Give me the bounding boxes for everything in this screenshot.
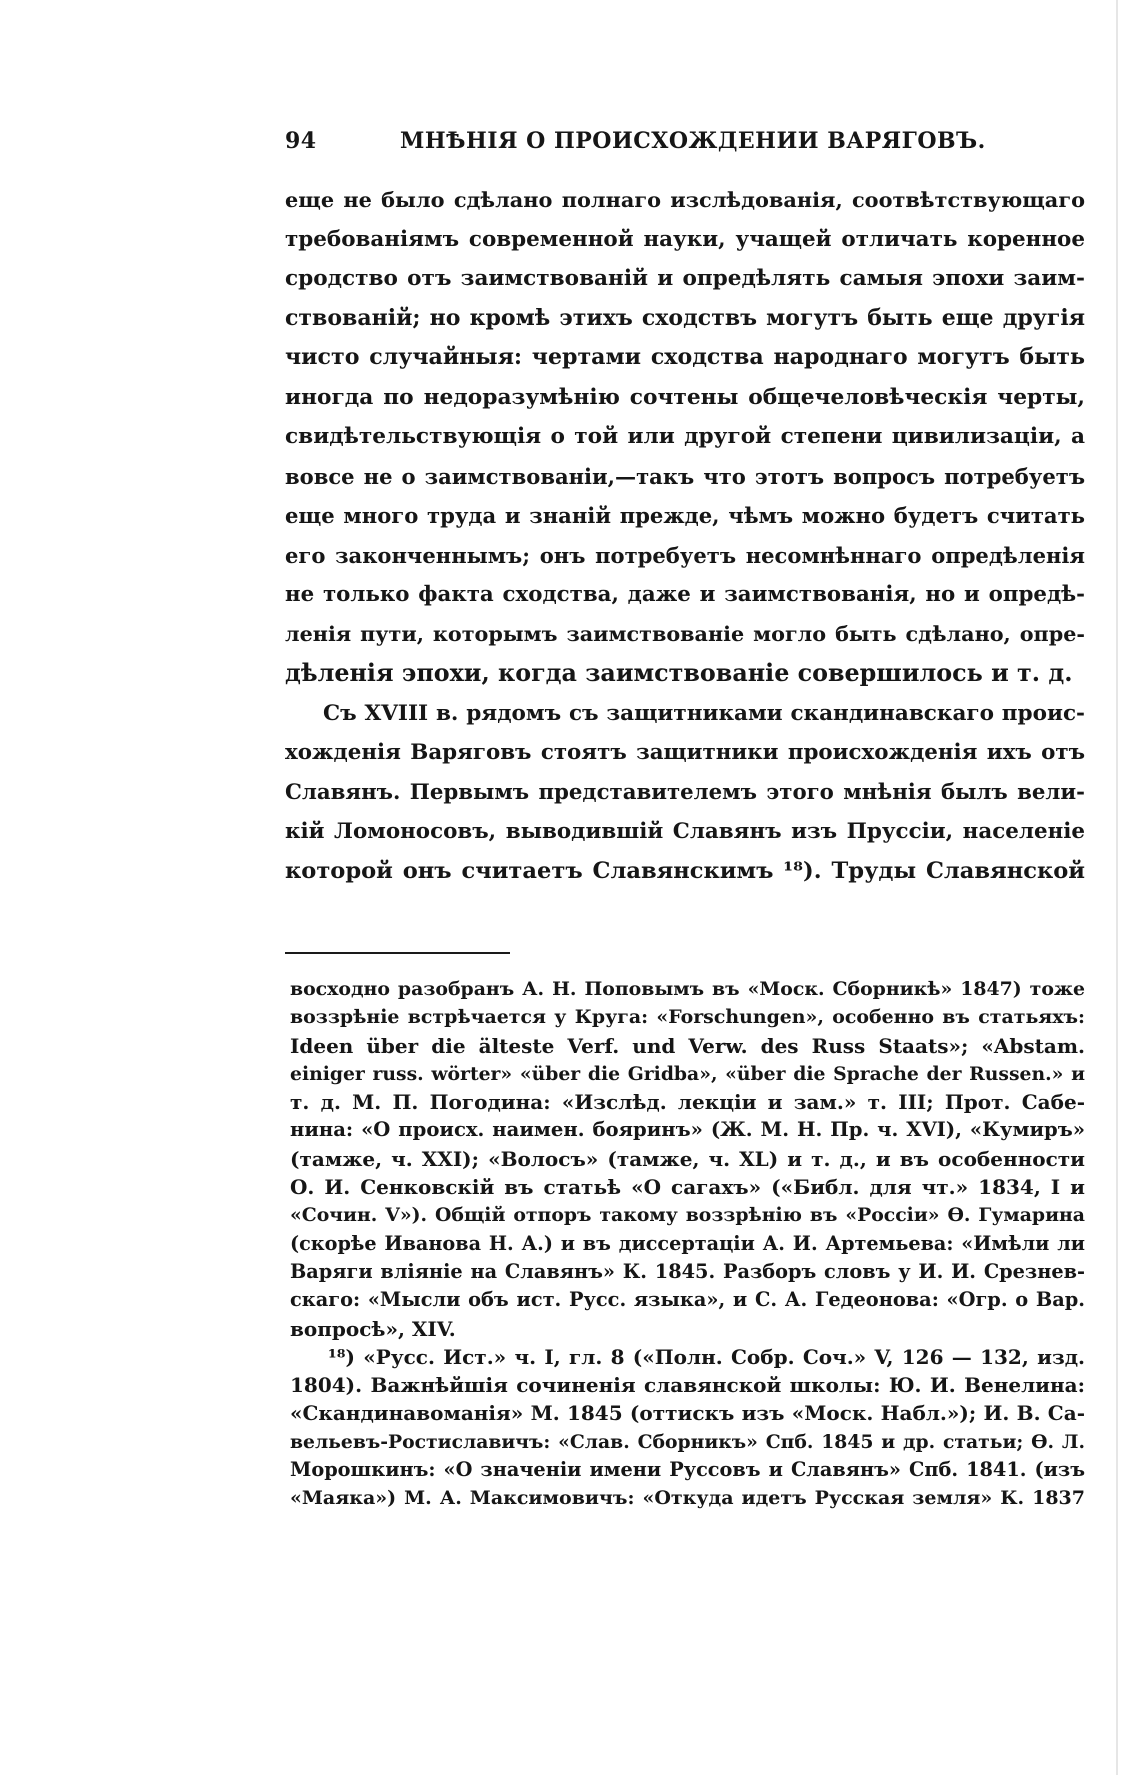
text-line: ствованій; но кромѣ этихъ сходствъ могутъ быть еще другія xyxy=(285,304,1085,331)
text-line: требованіямъ современной науки, учащей отличать коренное xyxy=(285,226,1085,252)
text-line: не только факта сходства, даже и заимствованія, но и опредѣ- xyxy=(285,582,1085,607)
footnote-line: «Сочин. V»). Общій отпоръ такому воззрѣнію въ «Россіи» Ѳ. Гумарина xyxy=(290,1204,1085,1227)
footnote-line: Ideen über die älteste Verf. und Verw. des Russ Staats»; «Abstam. xyxy=(290,1033,1085,1058)
running-head: МНѢНІЯ О ПРОИСХОЖДЕНИИ ВАРЯГОВЪ. xyxy=(400,128,986,154)
text-line: кій Ломоносовъ, выводившій Славянъ изъ Пруссіи, населеніе xyxy=(285,819,1085,844)
footnote-line: вопросѣ», XIV. xyxy=(290,1316,456,1341)
footnote-line: Варяги вліяніе на Славянъ» К. 1845. Разборъ словъ у И. И. Срезнев- xyxy=(290,1259,1085,1283)
text-line: дѣленія эпохи, когда заимствованіе совершилось и т. д. xyxy=(285,659,1073,687)
scan-edge-line xyxy=(1116,0,1118,1775)
text-line: еще много труда и знаній прежде, чѣмъ можно будетъ считать xyxy=(285,503,1085,528)
text-line: его законченнымъ; онъ потребуетъ несомнѣннаго опредѣленія xyxy=(285,542,1085,568)
footnote-line: «Скандинавоманія» М. 1845 (оттискъ изъ «Моск. Набл.»); И. В. Са- xyxy=(290,1401,1085,1426)
text-line: ленія пути, которымъ заимствованіе могло быть сдѣлано, опре- xyxy=(285,621,1085,646)
footnotes xyxy=(290,975,1085,1513)
text-line: чисто случайныя: чертами сходства народнаго могутъ быть xyxy=(285,344,1085,370)
text-line: вовсе не о заимствованіи,—такъ что этотъ вопросъ потребуетъ xyxy=(285,463,1085,489)
footnote-line: восходно разобранъ А. Н. Поповымъ въ «Моск. Сборникѣ» 1847) тоже xyxy=(290,978,1085,1000)
footnote-line: скаго: «Мысли объ ист. Русс. языка», и С. А. Гедеонова: «Огр. о Вар. xyxy=(290,1288,1085,1312)
footnote-separator xyxy=(285,952,510,954)
text-line: Славянъ. Первымъ представителемъ этого мнѣнія былъ вели- xyxy=(285,779,1085,805)
footnote-line: (тамже, ч. XXI); «Волосъ» (тамже, ч. XL) и т. д., и въ особенности xyxy=(290,1146,1085,1171)
text-line: свидѣтельствующія о той или другой степени цивилизаціи, а xyxy=(285,424,1085,449)
footnote-line: воззрѣніе встрѣчается у Круга: «Forschungen», особенно въ статьяхъ: xyxy=(290,1006,1085,1029)
footnote-line: ¹⁸) «Русс. Ист.» ч. I, гл. 8 («Полн. Собр. Соч.» V, 126 — 132, изд. xyxy=(328,1344,1085,1369)
text-line: которой онъ считаетъ Славянскимъ ¹⁸). Труды Славянской xyxy=(285,857,1085,884)
main-text xyxy=(285,180,1085,891)
footnote-line: 1804). Важнѣйшія сочиненія славянской школы: Ю. И. Венелина: xyxy=(290,1373,1085,1398)
footnote-line: вельевъ-Ростиславичъ: «Слав. Сборникъ» Спб. 1845 и др. статьи; Ѳ. Л. xyxy=(290,1430,1085,1453)
text-line: Съ XVIII в. рядомъ съ защитниками скандинавскаго проис- xyxy=(323,700,1085,726)
footnote-line: «Маяка») М. А. Максимовичъ: «Откуда идетъ Русская земля» К. 1837 xyxy=(290,1487,1085,1510)
footnote-line: нина: «О происх. наимен. бояринъ» (Ж. М. Н. Пр. ч. XVI), «Кумиръ» xyxy=(290,1118,1085,1142)
text-line: хожденія Варяговъ стоятъ защитники происхожденія ихъ отъ xyxy=(285,740,1085,765)
footnote-line: (скорѣе Иванова Н. А.) и въ диссертаціи А. И. Артемьева: «Имѣли ли xyxy=(290,1231,1085,1255)
footnote-line: О. И. Сенковскій въ статьѣ «О сагахъ» («Библ. для чт.» 1834, I и xyxy=(290,1175,1085,1200)
text-line: иногда по недоразумѣнію сочтены общечеловѣческія черты, xyxy=(285,384,1085,410)
page-number: 94 xyxy=(285,128,317,154)
footnote-line: т. д. М. П. Погодина: «Изслѣд. лекціи и зам.» т. III; Прот. Сабе- xyxy=(290,1090,1085,1115)
text-line: сродство отъ заимствованій и опредѣлять самыя эпохи заим- xyxy=(285,266,1085,291)
footnote-line: einiger russ. wörter» «über die Gridba», «über die Sprache der Russen.» и xyxy=(290,1062,1085,1085)
footnote-line: Морошкинъ: «О значеніи имени Руссовъ и Славянъ» Спб. 1841. (изъ xyxy=(290,1458,1085,1482)
text-line: еще не было сдѣлано полнаго изслѣдованія, соотвѣтствующаго xyxy=(285,187,1085,212)
